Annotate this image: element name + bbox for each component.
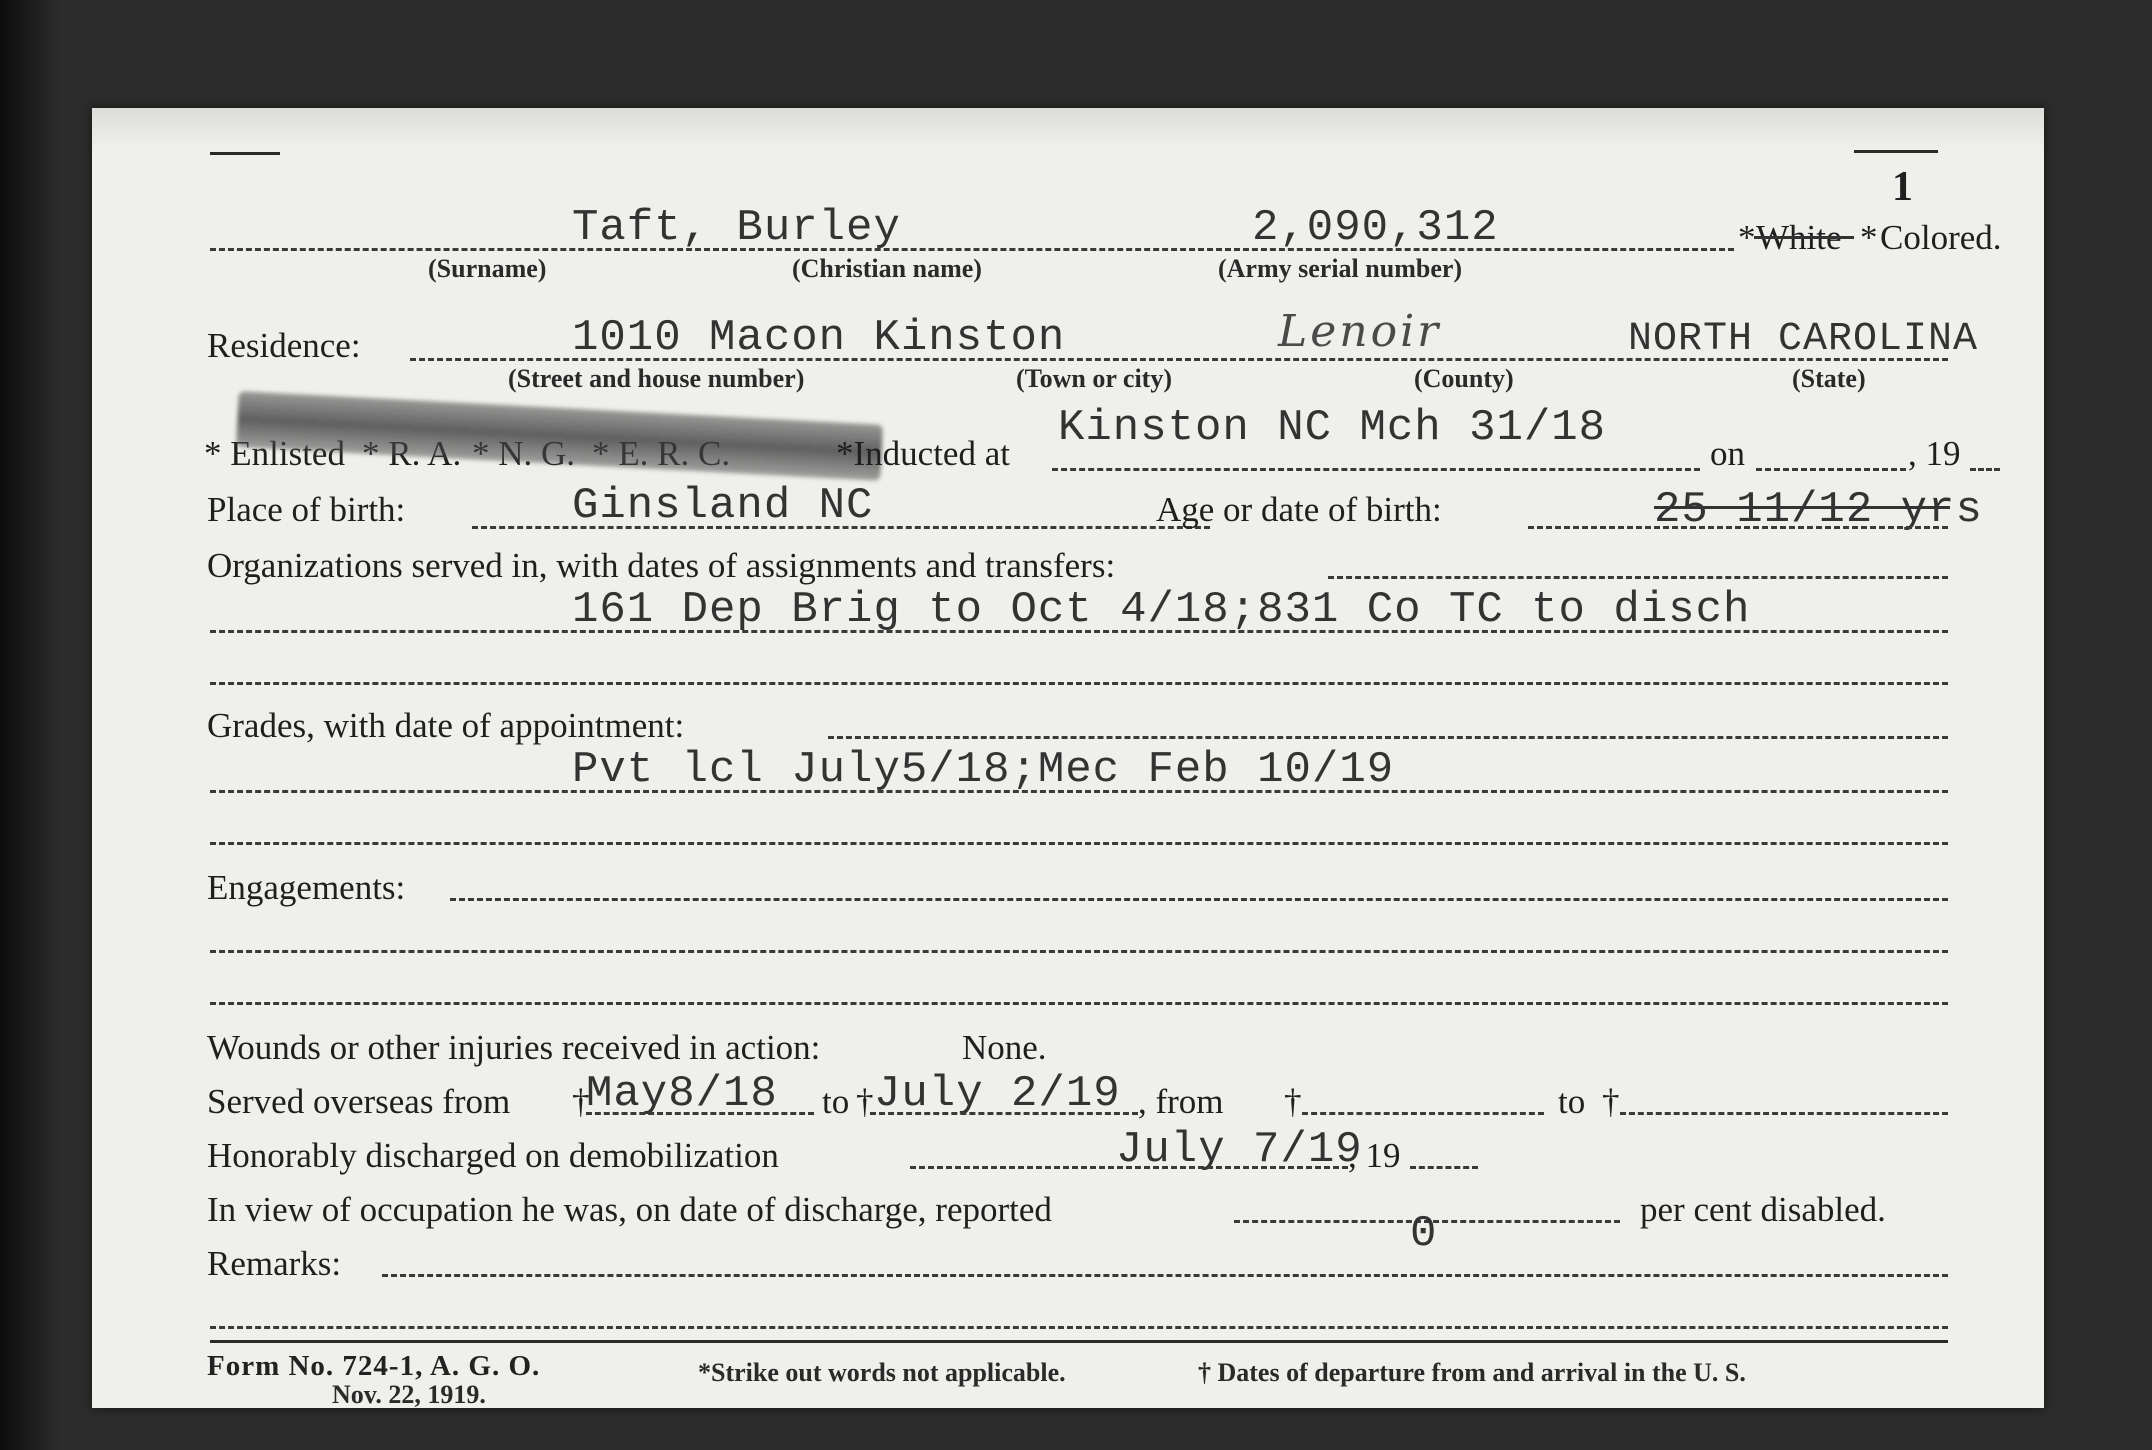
caption-christian-name: (Christian name) [792, 254, 982, 283]
discharged-value: July 7/19 [1116, 1125, 1363, 1175]
top-left-rule [210, 152, 280, 155]
card-number: 1 [1892, 164, 1913, 210]
form-number: Form No. 724-1, A. G. O. [207, 1350, 541, 1382]
name-value: Taft, Burley [572, 203, 901, 253]
overseas-from-line [586, 1112, 814, 1115]
to-label-2: to [1558, 1082, 1586, 1121]
remarks-line-1 [382, 1274, 1948, 1277]
on-line [1756, 468, 1906, 471]
grades-value: Pvt lcl July5/18;Mec Feb 10/19 [572, 745, 1395, 795]
disabled-pct-value: 0 [1410, 1209, 1438, 1259]
age-label: Age or date of birth: [1156, 490, 1442, 529]
race-asterisk-2: * [1860, 218, 1878, 257]
dagger-3: † [1284, 1082, 1302, 1121]
dagger-4: † [1602, 1082, 1620, 1121]
grades-line-1 [828, 736, 1948, 739]
enlisted-label: * Enlisted [204, 434, 345, 473]
from-label: , from [1138, 1082, 1224, 1121]
to-line-2 [1620, 1112, 1948, 1115]
residence-label: Residence: [207, 326, 361, 365]
race-white: White [1756, 218, 1842, 257]
discharged-year-label: , 19 [1348, 1136, 1401, 1175]
age-line [1528, 526, 1948, 529]
place-of-birth-label: Place of birth: [207, 490, 406, 529]
engagements-line-3 [210, 1002, 1948, 1005]
race-colored: Colored. [1880, 218, 2002, 257]
dagger-1: † [572, 1082, 590, 1121]
organizations-line-3 [210, 682, 1948, 685]
age-value: 25 11/12 yrs [1654, 485, 1983, 535]
year-19-label: , 19 [1908, 434, 1961, 473]
state-value: NORTH CAROLINA [1628, 317, 1979, 362]
organizations-label: Organizations served in, with dates of assignments and transfers: [207, 546, 1116, 585]
county-value: Lenoir [1278, 306, 1442, 357]
footer-rule [210, 1340, 1948, 1343]
place-of-birth-line [472, 526, 1210, 529]
caption-county: (County) [1414, 364, 1514, 393]
age-strike [1654, 506, 1950, 509]
wounds-value: None. [962, 1028, 1047, 1067]
serial-value: 2,090,312 [1252, 203, 1499, 253]
footer-note-1: *Strike out words not applicable. [698, 1358, 1066, 1387]
inducted-line [1052, 468, 1700, 471]
scan-edge [0, 0, 60, 1450]
served-from-label: Served overseas from [207, 1082, 511, 1121]
race-white-strike [1754, 236, 1854, 239]
organizations-line-1 [1328, 576, 1948, 579]
per-cent-label: per cent disabled. [1640, 1190, 1886, 1229]
race-asterisk-1: * [1738, 218, 1756, 257]
caption-state: (State) [1792, 364, 1866, 393]
caption-serial: (Army serial number) [1218, 254, 1463, 283]
dagger-2: † [856, 1082, 874, 1121]
to-label: to [822, 1082, 850, 1121]
discharged-year-line [1410, 1166, 1478, 1169]
organizations-line-2 [210, 630, 1948, 633]
year-line [1970, 468, 2000, 471]
discharged-line [910, 1166, 1348, 1169]
grades-line-2 [210, 790, 1948, 793]
remarks-line-2 [210, 1326, 1948, 1329]
caption-town: (Town or city) [1016, 364, 1172, 393]
remarks-label: Remarks: [207, 1244, 342, 1283]
name-line [210, 248, 1734, 251]
on-label: on [1710, 434, 1745, 473]
wounds-label: Wounds or other injuries received in action: [207, 1028, 821, 1067]
disability-label: In view of occupation he was, on date of discharge, reported [207, 1190, 1052, 1229]
card-top-shade [92, 108, 2044, 148]
record-card [92, 108, 2044, 1408]
engagements-label: Engagements: [207, 868, 406, 907]
overseas-from-value: May8/18 [586, 1069, 778, 1119]
engagements-line-2 [210, 950, 1948, 953]
inducted-value: Kinston NC Mch 31/18 [1058, 403, 1607, 453]
organizations-value: 161 Dep Brig to Oct 4/18;831 Co TC to disch [572, 585, 1751, 635]
residence-line [410, 358, 1948, 361]
inducted-label: *Inducted at [836, 434, 1010, 473]
street-value: 1010 Macon Kinston [572, 313, 1066, 363]
from-line [1302, 1112, 1544, 1115]
caption-street: (Street and house number) [508, 364, 805, 393]
engagements-line-1 [450, 898, 1948, 901]
discharged-label: Honorably discharged on demobilization [207, 1136, 779, 1175]
place-of-birth-value: Ginsland NC [572, 481, 874, 531]
caption-surname: (Surname) [428, 254, 547, 283]
grades-label: Grades, with date of appointment: [207, 706, 685, 745]
overseas-to-line [870, 1112, 1138, 1115]
overseas-to-value: July 2/19 [874, 1069, 1121, 1119]
form-date: Nov. 22, 1919. [332, 1380, 486, 1408]
footer-note-2: † Dates of departure from and arrival in the U. S. [1198, 1358, 1746, 1387]
top-right-rule [1854, 150, 1938, 153]
grades-line-3 [210, 842, 1948, 845]
